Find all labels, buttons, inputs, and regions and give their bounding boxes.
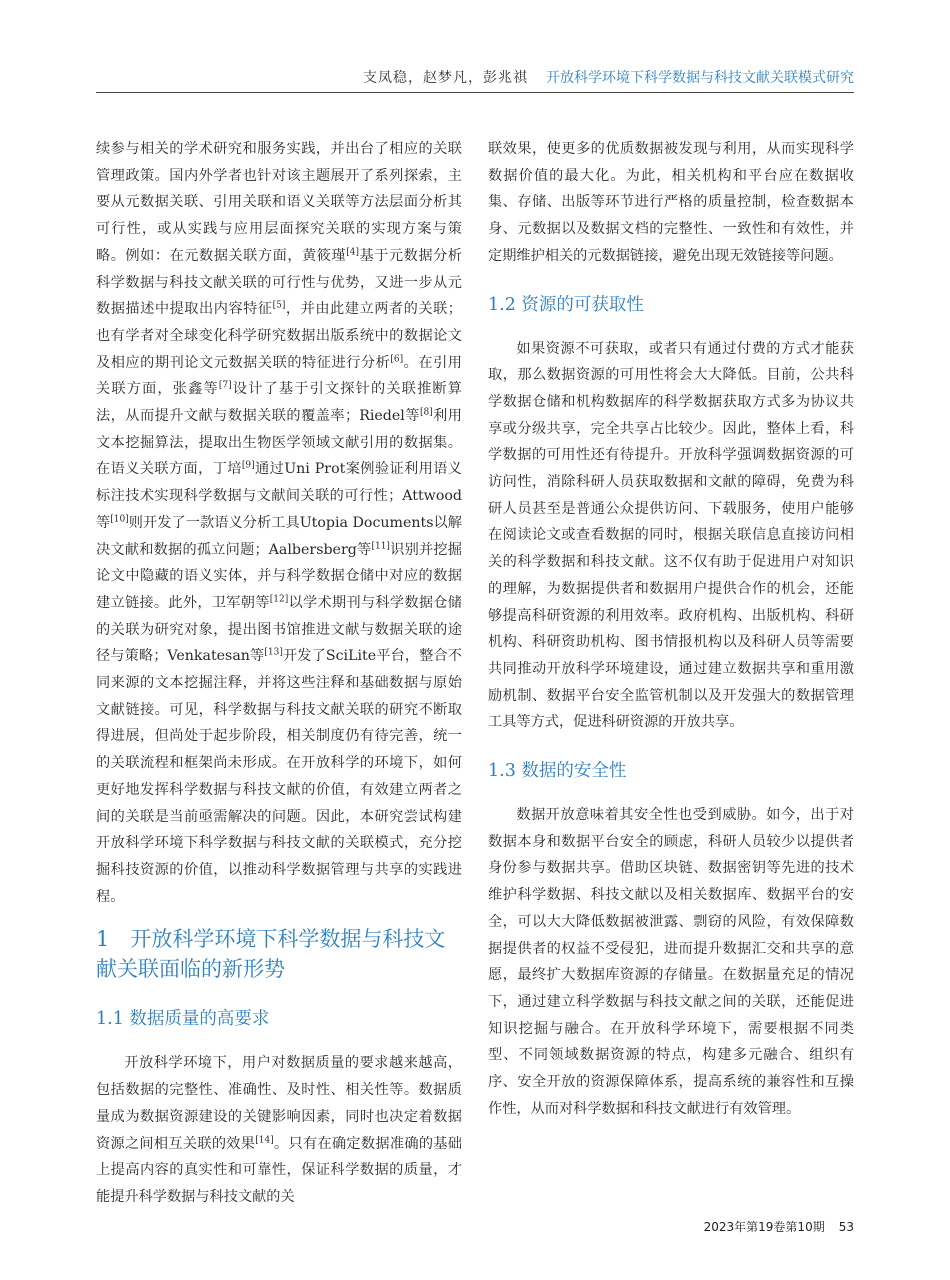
citation: [12] xyxy=(269,594,289,605)
continued-paragraph: 联效果，使更多的优质数据被发现与利用，从而实现科学数据价值的最大化。为此，相关机构和平台应在数据收集、存储、出版等环节进行严格的质量控制，检查数据本身、元数据以及数据文档的完整性、一致性和有效性，并定期维护相关的元数据链接，避免出现无效链接等问题。 xyxy=(488,141,854,264)
subsection-heading-1-2: 1.2 资源的可获取性 xyxy=(488,294,644,315)
section-heading-1: 1 开放科学环境下科学数据与科技文献关联面临的新形势 xyxy=(96,927,446,982)
citation: [11] xyxy=(371,540,390,551)
citation: [8] xyxy=(419,407,433,418)
left-column xyxy=(96,136,462,1211)
citation: [9] xyxy=(241,460,255,471)
subsection-heading-1-3: 1.3 数据的安全性 xyxy=(488,761,627,782)
citation: [7] xyxy=(218,380,232,391)
header-authors: 支凤稳，赵梦凡，彭兆祺 xyxy=(363,70,528,86)
security-paragraph: 数据开放意味着其安全性也受到威胁。如今，出于对数据本身和数据平台安全的顾虑，科研人员较少以提供者身份参与数据共享。借助区块链、数据密钥等先进的技术维护科学数据、科技文献以及相关数据库、数据平台的安全，可以大大降低数据被泄露、剽窃的风险，有效保障数据提供者的权益不受侵犯，进而提升数据汇交和共享的意愿，最终扩大数据库资源的存储量。在数据量充足的情况下，通过建立科学数据与科技文献之间的关联，还能促进知识挖掘与融合。在开放科学环境下，需要根据不同类型、不同领域数据资源的特点，构建多元融合、组织有序、安全开放的资源保障体系，提高系统的兼容性和互操作性，从而对科学数据和科技文献进行有效管理。 xyxy=(488,807,854,1117)
citation: [14] xyxy=(255,1134,274,1145)
accessibility-paragraph: 如果资源不可获取，或者只有通过付费的方式才能获取，那么数据资源的可用性将会大大降低。目前，公共科学数据仓储和机构数据库的科学数据获取方式多为协议共享或分级共享，完全共享占比较少。因此，整体上看，科学数据的可用性还有待提升。开放科学强调数据资源的可访问性，消除科研人员获取数据和文献的障碍，免费为科研人员甚至是普通公众提供访问、下载服务，使用户能够在阅读论文或查看数据的同时，根据关联信息直接访问相关的科学数据和科技文献。这不仅有助于促进用户对知识的理解，为数据提供者和数据用户提供合作的机会，还能够提高科研资源的利用效率。政府机构、出版机构、科研机构、科研资助机构、图书情报机构以及科研人员等需要共同推动开放科学环境建设，通过建立数据共享和重用激励机制、数据平台安全监管机制以及开发强大的数据管理工具等方式，促进科研资源的开放共享。 xyxy=(488,340,854,731)
subsection-heading-1-1: 1.1 数据质量的高要求 xyxy=(96,1009,270,1030)
citation: [5] xyxy=(272,300,286,311)
page-footer xyxy=(704,1218,854,1235)
page-number: 53 xyxy=(838,1220,854,1234)
data-quality-paragraph: 开放科学环境下，用户对数据质量的要求越来越高，包括数据的完整性、准确性、及时性、相关性等。数据质量成为数据资源建设的关键影响因素，同时也决定着数据资源之间相互关联的效果[14]。只有在确定数据准确的基础上提高内容的真实性和可靠性，保证科学数据的质量，才能提升科学数据与科技文献的关 xyxy=(96,1055,462,1205)
intro-paragraph: 续参与相关的学术研究和服务实践，并出台了相应的关联管理政策。国内外学者也针对该主题展开了系列探索，主要从元数据关联、引用关联和语义关联等方法层面分析其可行性，或从实践与应用层面探究关联的实现方案与策略。例如：在元数据关联方面，黄筱瑾[4]基于元数据分析科学数据与科技文献关联的可行性与优势，又进一步从元数据描述中提取出内容特征[5]，并由此建立两者的关联；也有学者对全球变化科学研究数据出版系统中的数据论文及相应的期刊论文元数据关联的特征进行分析[6]。在引用关联方面，张鑫等[7]设计了基于引文探针的关联推断算法，从而提升文献与数据关联的覆盖率；Riedel等[8]利用文本挖掘算法，提取出生物医学领域文献引用的数据集。在语义关联方面，丁培[9]通过Uni Prot案例验证利用语义标注技术实现科学数据与文献间关联的可行性；Attwood等[10]则开发了一款语义分析工具Utopia Documents以解决文献和数据的孤立问题；Aalbersberg等[11]识别并挖掘论文中隐藏的语义实体，并与科学数据仓储中对应的数据建立链接。此外，卫军朝等[12]以学术期刊与科学数据仓储的关联为研究对象，提出图书馆推进文献与数据关联的途径与策略；Venkatesan等[13]开发了SciLite平台，整合不同来源的文本挖掘注释，并将这些注释和基础数据与原始文献链接。可见，科学数据与科技文献关联的研究不断取得进展，但尚处于起步阶段，相关制度仍有待完善，统一的关联流程和框架尚未形成。在开放科学的环境下，如何更好地发挥科学数据与科技文献的价值，有效建立两者之间的关联是当前亟需解决的问题。因此，本研究尝试构建开放科学环境下科学数据与科技文献的关联模式，充分挖掘科技资源的价值，以推动科学数据管理与共享的实践进程。 xyxy=(96,141,462,905)
running-header xyxy=(96,62,854,93)
issue-info: 2023年第19卷第10期 xyxy=(703,1220,825,1234)
citation: [10] xyxy=(110,514,129,525)
right-column xyxy=(488,136,854,1123)
citation: [13] xyxy=(264,647,283,658)
header-title: 开放科学环境下科学数据与科技文献关联模式研究 xyxy=(546,70,854,86)
citation: [6] xyxy=(390,353,404,364)
citation: [4] xyxy=(346,247,359,258)
